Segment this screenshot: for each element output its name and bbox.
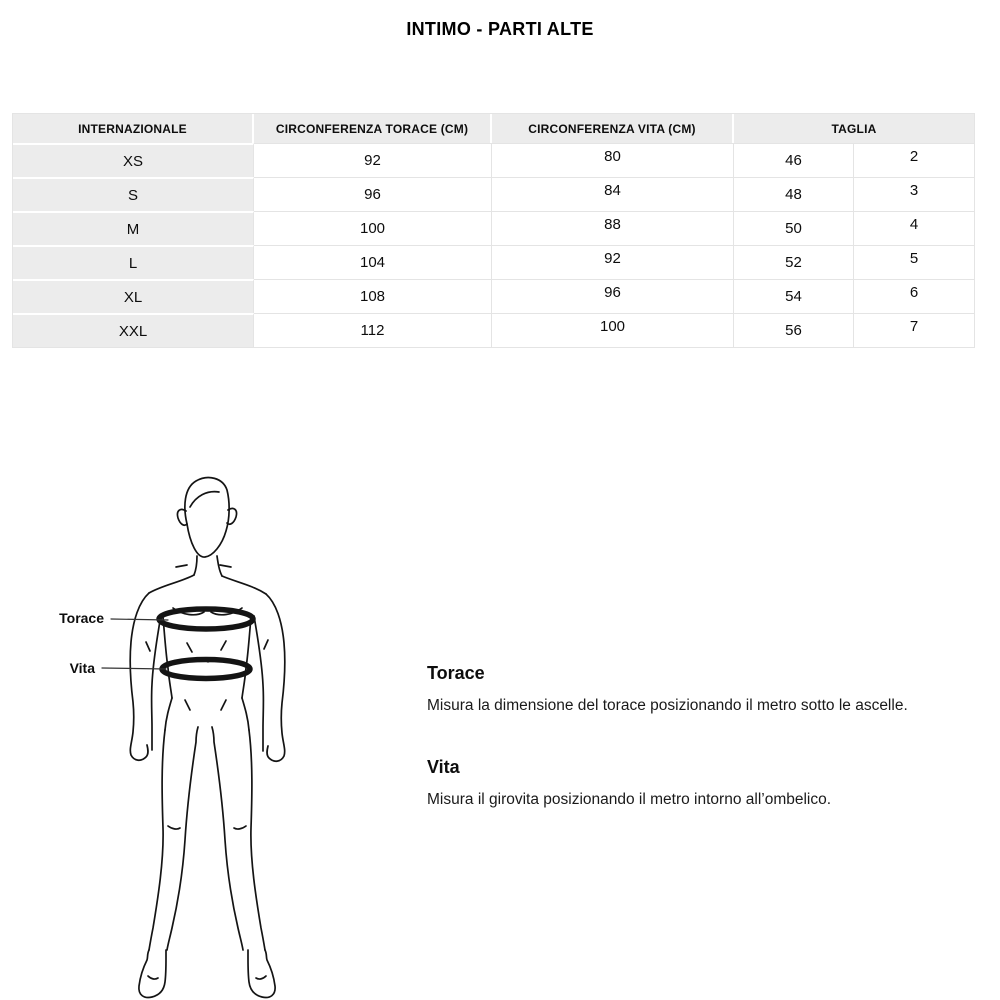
chest-circumference-value: 112	[254, 313, 492, 347]
instruction-heading: Torace	[427, 663, 485, 683]
neck-and-shoulders	[149, 556, 266, 594]
chest-circumference-value: 92	[254, 143, 492, 177]
taglia-num-text: 3	[909, 182, 919, 199]
taglia-num-value	[854, 313, 974, 347]
instruction-block-torace	[427, 663, 987, 715]
column-header-vita: CIRCONFERENZA VITA (CM)	[492, 114, 734, 143]
right-foot	[248, 950, 275, 998]
taglia-num-text: 4	[909, 216, 919, 233]
instructions-panel	[427, 663, 987, 851]
instruction-text: Misura la dimensione del torace posizionando il metro sotto le ascelle.	[427, 697, 908, 714]
waist-circumference-value	[492, 177, 734, 211]
taglia-num-text: 5	[909, 250, 919, 267]
size-international: XL	[13, 279, 254, 313]
size-international: M	[13, 211, 254, 245]
measurement-figure	[0, 450, 390, 1000]
size-table	[12, 113, 975, 348]
taglia-num-value	[854, 279, 974, 313]
taglia-eu-value: 48	[734, 177, 854, 211]
size-international: S	[13, 177, 254, 211]
torace-label: Torace	[59, 610, 104, 626]
taglia-num-value	[854, 177, 974, 211]
vita-pointer-line	[102, 668, 166, 669]
chest-circumference-value: 104	[254, 245, 492, 279]
table-row-xs	[13, 143, 974, 177]
column-header-taglia: TAGLIA	[734, 114, 974, 143]
taglia-eu-value: 46	[734, 143, 854, 177]
waist-value-text: 88	[604, 216, 621, 233]
chest-measure-band	[159, 609, 253, 629]
waist-circumference-value	[492, 211, 734, 245]
instruction-text: Misura il girovita posizionando il metro intorno all’ombelico.	[427, 791, 832, 808]
chest-circumference-value: 100	[254, 211, 492, 245]
vita-label: Vita	[69, 660, 95, 676]
waist-value-text: 92	[604, 250, 621, 267]
waist-measure-band	[162, 660, 250, 679]
waist-value-text: 84	[604, 182, 621, 199]
size-international: XXL	[13, 313, 254, 347]
taglia-eu-value: 50	[734, 211, 854, 245]
column-header-torace: CIRCONFERENZA TORACE (CM)	[254, 114, 492, 143]
legs	[139, 727, 275, 998]
waist-circumference-value	[492, 143, 734, 177]
taglia-num-value	[854, 143, 974, 177]
body-figure-illustration	[0, 450, 390, 1000]
chest-circumference-value: 108	[254, 279, 492, 313]
table-row-xxl	[13, 313, 974, 347]
taglia-num-text: 6	[909, 284, 919, 301]
left-foot	[139, 950, 166, 998]
taglia-eu-value: 52	[734, 245, 854, 279]
waist-circumference-value	[492, 245, 734, 279]
taglia-eu-value: 56	[734, 313, 854, 347]
waist-value-text: 100	[599, 318, 626, 335]
taglia-eu-value: 54	[734, 279, 854, 313]
size-international: XS	[13, 143, 254, 177]
column-header-internazionale: INTERNAZIONALE	[13, 114, 254, 143]
table-row-xl	[13, 279, 974, 313]
taglia-num-text: 2	[909, 148, 919, 165]
hair-line	[190, 492, 219, 507]
instruction-block-vita	[427, 757, 987, 809]
taglia-num-value	[854, 245, 974, 279]
taglia-num-text: 7	[909, 318, 919, 335]
size-international: L	[13, 245, 254, 279]
table-row-l	[13, 245, 974, 279]
table-header-row	[13, 114, 974, 143]
chest-circumference-value: 96	[254, 177, 492, 211]
waist-value-text: 80	[604, 148, 621, 165]
taglia-num-value	[854, 211, 974, 245]
waist-circumference-value	[492, 313, 734, 347]
table-row-s	[13, 177, 974, 211]
instruction-heading: Vita	[427, 757, 460, 777]
page-title: INTIMO - PARTI ALTE	[406, 19, 594, 39]
table-row-m	[13, 211, 974, 245]
waist-value-text: 96	[604, 284, 621, 301]
head-outline	[177, 478, 236, 557]
waist-circumference-value	[492, 279, 734, 313]
